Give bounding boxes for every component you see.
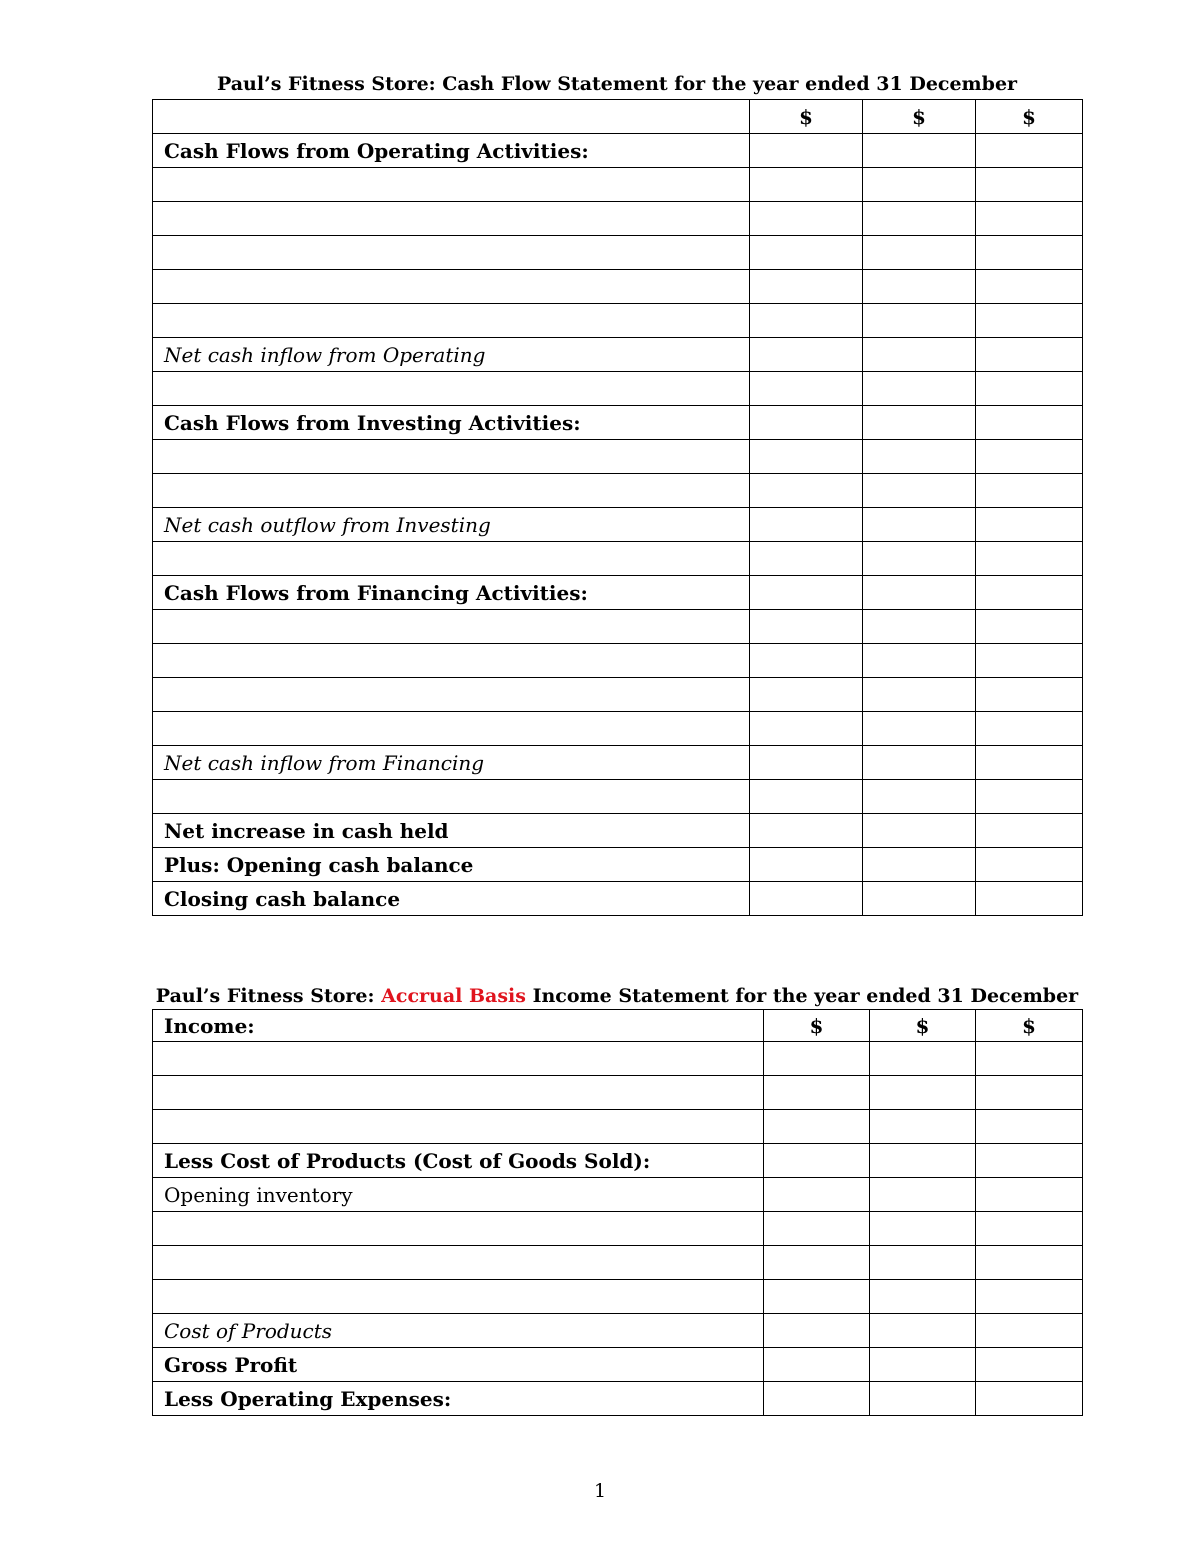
- amount-cell[interactable]: [863, 134, 976, 168]
- amount-cell[interactable]: [750, 202, 863, 236]
- amount-cell[interactable]: [750, 610, 863, 644]
- row-label: Closing cash balance: [153, 882, 750, 916]
- row-label: Less Operating Expenses:: [153, 1382, 764, 1416]
- amount-cell[interactable]: [976, 610, 1083, 644]
- amount-cell[interactable]: [976, 1382, 1083, 1416]
- row-label: Cash Flows from Operating Activities:: [153, 134, 750, 168]
- row-label: [153, 236, 750, 270]
- amount-cell[interactable]: [870, 1144, 976, 1178]
- table-row: [153, 270, 1083, 304]
- table-row: [153, 508, 1083, 542]
- row-label: Net cash inflow from Financing: [153, 746, 750, 780]
- amount-cell[interactable]: [870, 1076, 976, 1110]
- amount-cell[interactable]: [750, 882, 863, 916]
- table-row: [153, 1110, 1083, 1144]
- cash-flow-header-row: [153, 100, 1083, 134]
- row-label: [153, 780, 750, 814]
- table-row: [153, 1280, 1083, 1314]
- amount-cell[interactable]: [750, 814, 863, 848]
- amount-cell[interactable]: [870, 1348, 976, 1382]
- amount-cell[interactable]: [750, 406, 863, 440]
- row-label: [153, 372, 750, 406]
- amount-cell[interactable]: [976, 440, 1083, 474]
- table-row: [153, 576, 1083, 610]
- table-row: [153, 1212, 1083, 1246]
- amount-cell[interactable]: [863, 712, 976, 746]
- amount-cell[interactable]: [863, 338, 976, 372]
- currency-header: $: [764, 1010, 870, 1042]
- amount-cell[interactable]: [863, 304, 976, 338]
- amount-cell[interactable]: [863, 508, 976, 542]
- amount-cell[interactable]: [750, 712, 863, 746]
- amount-cell[interactable]: [976, 644, 1083, 678]
- income-statement-title: [152, 985, 1082, 1007]
- table-row: [153, 474, 1083, 508]
- amount-cell[interactable]: [764, 1076, 870, 1110]
- currency-header: $: [976, 100, 1083, 134]
- amount-cell[interactable]: [976, 1246, 1083, 1280]
- cash-flow-table: [152, 99, 1083, 916]
- amount-cell[interactable]: [750, 576, 863, 610]
- currency-header: $: [976, 1010, 1083, 1042]
- amount-cell[interactable]: [764, 1178, 870, 1212]
- amount-cell[interactable]: [863, 440, 976, 474]
- amount-cell[interactable]: [764, 1212, 870, 1246]
- row-label: [153, 1042, 764, 1076]
- table-row: [153, 610, 1083, 644]
- table-row: [153, 644, 1083, 678]
- page-number: 1: [593, 1480, 607, 1502]
- row-label: Plus: Opening cash balance: [153, 848, 750, 882]
- table-row: [153, 1382, 1083, 1416]
- amount-cell[interactable]: [976, 338, 1083, 372]
- amount-cell[interactable]: [863, 814, 976, 848]
- table-row: [153, 542, 1083, 576]
- income-header-row: [153, 1010, 1083, 1042]
- table-row: [153, 814, 1083, 848]
- row-label: Less Cost of Products (Cost of Goods Sold):: [153, 1144, 764, 1178]
- row-label: [153, 304, 750, 338]
- income-title-suffix: Income Statement for the year ended 31 December: [525, 985, 1079, 1007]
- row-label: [153, 644, 750, 678]
- amount-cell[interactable]: [764, 1348, 870, 1382]
- amount-cell[interactable]: [750, 678, 863, 712]
- amount-cell[interactable]: [863, 610, 976, 644]
- income-title-accrual-basis: Accrual Basis: [381, 985, 526, 1007]
- table-row: [153, 882, 1083, 916]
- row-label: [153, 1110, 764, 1144]
- row-label: [153, 1280, 764, 1314]
- amount-cell[interactable]: [863, 168, 976, 202]
- amount-cell[interactable]: [870, 1382, 976, 1416]
- table-row: [153, 1348, 1083, 1382]
- amount-cell[interactable]: [976, 1178, 1083, 1212]
- cash-flow-title-rest: Cash Flow Statement for the year ended 31 December: [442, 73, 1018, 95]
- row-label: Opening inventory: [153, 1178, 764, 1212]
- amount-cell[interactable]: [750, 474, 863, 508]
- amount-cell[interactable]: [976, 1076, 1083, 1110]
- row-label: Cost of Products: [153, 1314, 764, 1348]
- table-row: [153, 372, 1083, 406]
- row-label: [153, 270, 750, 304]
- amount-cell[interactable]: [863, 474, 976, 508]
- table-row: [153, 1314, 1083, 1348]
- row-label: Net increase in cash held: [153, 814, 750, 848]
- table-row: [153, 678, 1083, 712]
- amount-cell[interactable]: [750, 644, 863, 678]
- amount-cell[interactable]: [764, 1382, 870, 1416]
- table-row: [153, 168, 1083, 202]
- amount-cell[interactable]: [870, 1110, 976, 1144]
- income-statement-table: [152, 1009, 1083, 1416]
- row-label: [153, 168, 750, 202]
- amount-cell[interactable]: [870, 1314, 976, 1348]
- table-row: [153, 1076, 1083, 1110]
- amount-cell[interactable]: [976, 678, 1083, 712]
- cash-flow-title: [152, 73, 1082, 95]
- amount-cell[interactable]: [750, 780, 863, 814]
- amount-cell[interactable]: [976, 1314, 1083, 1348]
- amount-cell[interactable]: [976, 1110, 1083, 1144]
- row-label: Net cash outflow from Investing: [153, 508, 750, 542]
- amount-cell[interactable]: [764, 1042, 870, 1076]
- header-label-cell: [153, 100, 750, 134]
- amount-cell[interactable]: [976, 848, 1083, 882]
- amount-cell[interactable]: [750, 372, 863, 406]
- amount-cell[interactable]: [750, 134, 863, 168]
- table-row: [153, 746, 1083, 780]
- row-label: [153, 542, 750, 576]
- table-row: [153, 712, 1083, 746]
- amount-cell[interactable]: [764, 1280, 870, 1314]
- amount-cell[interactable]: [870, 1246, 976, 1280]
- currency-header: $: [870, 1010, 976, 1042]
- row-label: [153, 440, 750, 474]
- row-label: [153, 610, 750, 644]
- amount-cell[interactable]: [976, 168, 1083, 202]
- table-row: [153, 848, 1083, 882]
- row-label: Cash Flows from Financing Activities:: [153, 576, 750, 610]
- income-title-prefix: Paul’s Fitness Store:: [155, 985, 382, 1007]
- amount-cell[interactable]: [863, 236, 976, 270]
- amount-cell[interactable]: [976, 746, 1083, 780]
- amount-cell[interactable]: [863, 372, 976, 406]
- amount-cell[interactable]: [976, 1280, 1083, 1314]
- amount-cell[interactable]: [976, 1144, 1083, 1178]
- amount-cell[interactable]: [863, 270, 976, 304]
- row-label: [153, 1212, 764, 1246]
- amount-cell[interactable]: [976, 270, 1083, 304]
- amount-cell[interactable]: [750, 542, 863, 576]
- amount-cell[interactable]: [750, 304, 863, 338]
- amount-cell[interactable]: [863, 882, 976, 916]
- amount-cell[interactable]: [976, 1042, 1083, 1076]
- amount-cell[interactable]: [976, 508, 1083, 542]
- table-row: [153, 1042, 1083, 1076]
- currency-header: $: [863, 100, 976, 134]
- table-row: [153, 134, 1083, 168]
- amount-cell[interactable]: [870, 1212, 976, 1246]
- amount-cell[interactable]: [976, 542, 1083, 576]
- income-header-label: Income:: [153, 1010, 764, 1042]
- amount-cell[interactable]: [863, 576, 976, 610]
- currency-header: $: [750, 100, 863, 134]
- row-label: [153, 678, 750, 712]
- amount-cell[interactable]: [976, 236, 1083, 270]
- cash-flow-title-store: Paul’s Fitness Store:: [216, 73, 443, 95]
- table-row: [153, 780, 1083, 814]
- row-label: Net cash inflow from Operating: [153, 338, 750, 372]
- amount-cell[interactable]: [863, 848, 976, 882]
- amount-cell[interactable]: [870, 1042, 976, 1076]
- row-label: [153, 202, 750, 236]
- amount-cell[interactable]: [976, 712, 1083, 746]
- amount-cell[interactable]: [863, 406, 976, 440]
- amount-cell[interactable]: [750, 338, 863, 372]
- amount-cell[interactable]: [976, 814, 1083, 848]
- amount-cell[interactable]: [976, 202, 1083, 236]
- table-row: [153, 202, 1083, 236]
- row-label: [153, 712, 750, 746]
- amount-cell[interactable]: [764, 1110, 870, 1144]
- amount-cell[interactable]: [863, 678, 976, 712]
- amount-cell[interactable]: [976, 474, 1083, 508]
- amount-cell[interactable]: [976, 1348, 1083, 1382]
- amount-cell[interactable]: [750, 168, 863, 202]
- amount-cell[interactable]: [870, 1178, 976, 1212]
- table-row: [153, 304, 1083, 338]
- amount-cell[interactable]: [863, 644, 976, 678]
- amount-cell[interactable]: [976, 576, 1083, 610]
- amount-cell[interactable]: [764, 1314, 870, 1348]
- amount-cell[interactable]: [863, 780, 976, 814]
- amount-cell[interactable]: [863, 746, 976, 780]
- table-row: [153, 1144, 1083, 1178]
- row-label: Cash Flows from Investing Activities:: [153, 406, 750, 440]
- amount-cell[interactable]: [750, 270, 863, 304]
- row-label: [153, 1246, 764, 1280]
- row-label: Gross Profit: [153, 1348, 764, 1382]
- amount-cell[interactable]: [976, 780, 1083, 814]
- amount-cell[interactable]: [976, 882, 1083, 916]
- table-row: [153, 236, 1083, 270]
- amount-cell[interactable]: [750, 508, 863, 542]
- amount-cell[interactable]: [750, 746, 863, 780]
- amount-cell[interactable]: [750, 440, 863, 474]
- table-row: [153, 338, 1083, 372]
- amount-cell[interactable]: [976, 406, 1083, 440]
- amount-cell[interactable]: [764, 1144, 870, 1178]
- amount-cell[interactable]: [976, 134, 1083, 168]
- amount-cell[interactable]: [764, 1246, 870, 1280]
- table-row: [153, 406, 1083, 440]
- amount-cell[interactable]: [976, 1212, 1083, 1246]
- table-row: [153, 1178, 1083, 1212]
- amount-cell[interactable]: [750, 848, 863, 882]
- table-row: [153, 1246, 1083, 1280]
- amount-cell[interactable]: [750, 236, 863, 270]
- amount-cell[interactable]: [976, 304, 1083, 338]
- amount-cell[interactable]: [870, 1280, 976, 1314]
- amount-cell[interactable]: [976, 372, 1083, 406]
- table-row: [153, 440, 1083, 474]
- amount-cell[interactable]: [863, 202, 976, 236]
- row-label: [153, 474, 750, 508]
- row-label: [153, 1076, 764, 1110]
- amount-cell[interactable]: [863, 542, 976, 576]
